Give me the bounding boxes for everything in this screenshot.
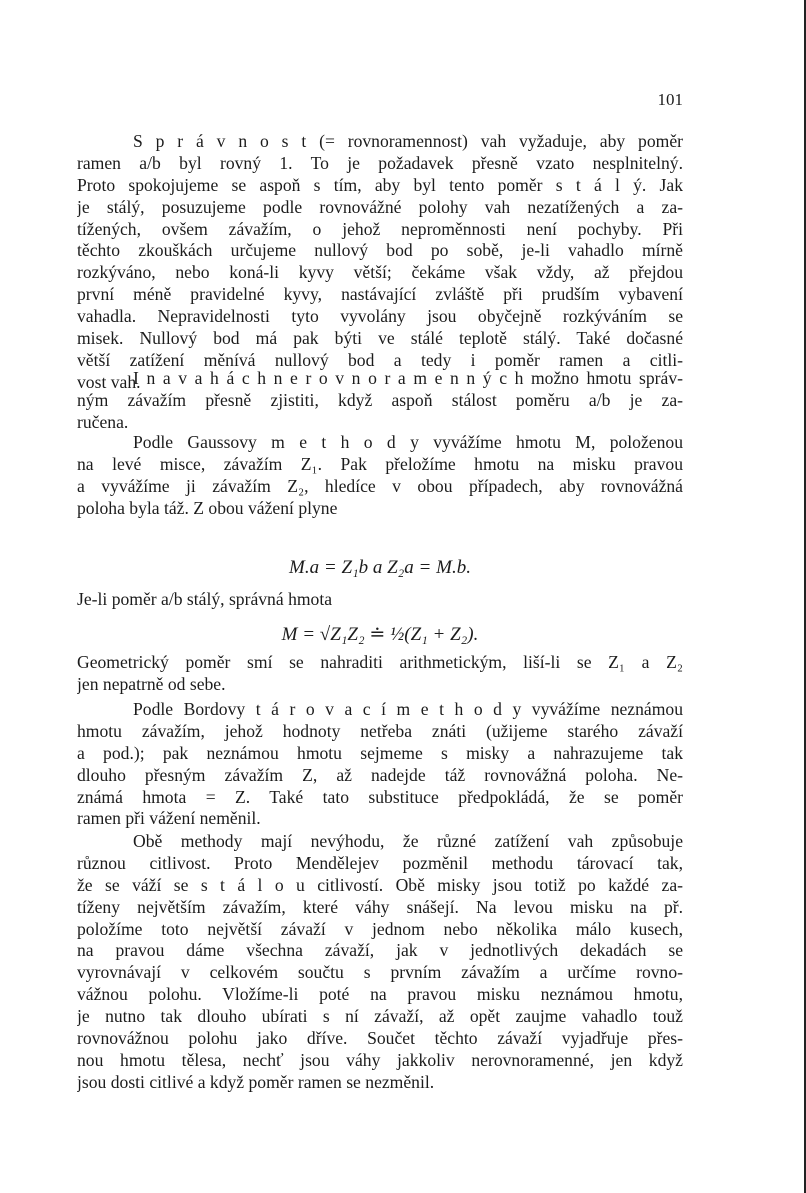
text-line: na pravou dáme všechna závaží, jak v jednotlivých dekadách se [77, 940, 683, 961]
text-line: misek. Nullový bod má pak býti ve stálé teplotě stálý. Také dočasné [77, 328, 683, 349]
text-line: první méně pravidelné kyvy, nastávající zvláště při prudším vybavení [77, 284, 683, 305]
text-line: hmotu závažím, jehož hodnoty netřeba znáti (užijeme starého závaží [77, 720, 683, 741]
text-line: Je-li poměr a/b stálý, správná hmota [77, 589, 333, 609]
text-line: položíme toto největší závaží v jednom nebo několika málo kusech, [77, 918, 683, 939]
text-line: známá hmota = Z. Také tato substituce předpokládá, že se poměr [77, 786, 683, 807]
text-line: že se váží se s t á l o u citlivostí. Obě misky jsou totiž po každé za- [77, 874, 683, 895]
text-line: dlouho přesným závažím Z, až nadejde táž rovnovážná poloha. Ne- [77, 764, 683, 785]
text-line: ručena. [77, 411, 129, 432]
text-line: vyrovnávají v celkovém součtu s prvním závažím a určíme rovno- [77, 962, 683, 983]
text-line: tížených, ovšem závažím, o jehož neproměnnosti není pochyby. Při [77, 218, 683, 239]
paragraph-geometric [77, 652, 683, 696]
text-line: Geometrický poměr smí se nahraditi arithmetickým, liší-li se Z₁ a Z₂ [77, 652, 683, 672]
text-line: různou citlivost. Proto Mendělejev pozměnil methodu tárovací tak, [77, 852, 683, 873]
text-line: nou hmotu tělesa, nechť jsou váhy jakkoliv nerovnoramenné, jen když [77, 1049, 683, 1070]
formula-mass: M = √Z₁Z₂ ≐ ½(Z₁ + Z₂). [281, 624, 479, 645]
text-line: I n a v a h á c h n e r o v n o r a m e n n ý c h možno hmotu správ- [133, 368, 683, 388]
text-line: vost vah. [77, 371, 141, 392]
text-line: je stálý, posuzujeme podle rovnovážné polohy vah nezatížených a za- [77, 196, 683, 217]
text-line: Obě methody mají nevýhodu, že různé zatížení vah způsobuje [133, 831, 683, 851]
text-line: Podle Bordovy t á r o v a c í m e t h o d y vyvážíme neznámou [133, 699, 683, 719]
paragraph-accuracy [77, 131, 683, 394]
text-line: ramen při vážení neměnil. [77, 808, 261, 829]
paragraph-unequal-arm [77, 368, 683, 434]
text-line: jsou dosti citlivé a když poměr ramen se nezměnil. [77, 1071, 435, 1092]
paragraph-mendeleev [77, 831, 683, 1094]
text-line: na levé misce, závažím Z₁. Pak přeložíme hmotu na misku pravou [77, 453, 683, 474]
text-line: a pod.); pak neznámou hmotu sejmeme s misky a nahrazujeme tak [77, 742, 683, 763]
text-line: ramen a/b byl rovný 1. To je požadavek přesně vzato nesplnitelný. [77, 152, 683, 173]
text-line: tíženy největším závažím, které váhy snášejí. Na levou misku na př. [77, 896, 683, 917]
text-line: vahadla. Nepravidelnosti tyto vyvolány jsou obyčejně rozkýváním se [77, 306, 683, 327]
paragraph-ratio [77, 589, 683, 611]
text-line: ným závažím přesně zjistiti, když aspoň stálost poměru a/b je za- [77, 389, 683, 410]
paragraph-gauss-method [77, 432, 683, 520]
text-line: těchto zkouškách určujeme nullový bod po sobě, je-li vahadlo mírně [77, 240, 683, 261]
text-line: S p r á v n o s t (= rovnoramennost) vah vyžaduje, aby poměr [133, 131, 683, 151]
text-line: rozkýváno, nebo koná-li kyvy větší; čekáme však vždy, až přejdou [77, 262, 683, 283]
paragraph-borda-method [77, 699, 683, 830]
formula-weighing: M.a = Z₁b a Z₂a = M.b. [289, 557, 471, 578]
text-line: rovnovážnou polohu jako dříve. Součet těchto závaží vyjadřuje přes- [77, 1028, 683, 1049]
page-number: 101 [657, 90, 683, 109]
text-line: jen nepatrně od sebe. [77, 673, 226, 694]
text-line: je nutno tak dlouho ubírati s ní závaží, až opět zaujme vahadlo touž [77, 1006, 683, 1027]
text-line: Proto spokojujeme se aspoň s tím, aby byl tento poměr s t á l ý. Jak [77, 174, 683, 195]
text-line: poloha byla táž. Z obou vážení plyne [77, 497, 338, 518]
text-line: větší zatížení měnívá nullový bod a tedy i poměr ramen a citli- [77, 349, 683, 370]
text-line: Podle Gaussovy m e t h o d y vyvážíme hmotu M, položenou [133, 432, 683, 452]
text-line: a vyvážíme ji závažím Z₂, hledíce v obou případech, aby rovnovážná [77, 475, 683, 496]
text-line: vážnou polohu. Vložíme-li poté na pravou misku neznámou hmotu, [77, 984, 683, 1005]
